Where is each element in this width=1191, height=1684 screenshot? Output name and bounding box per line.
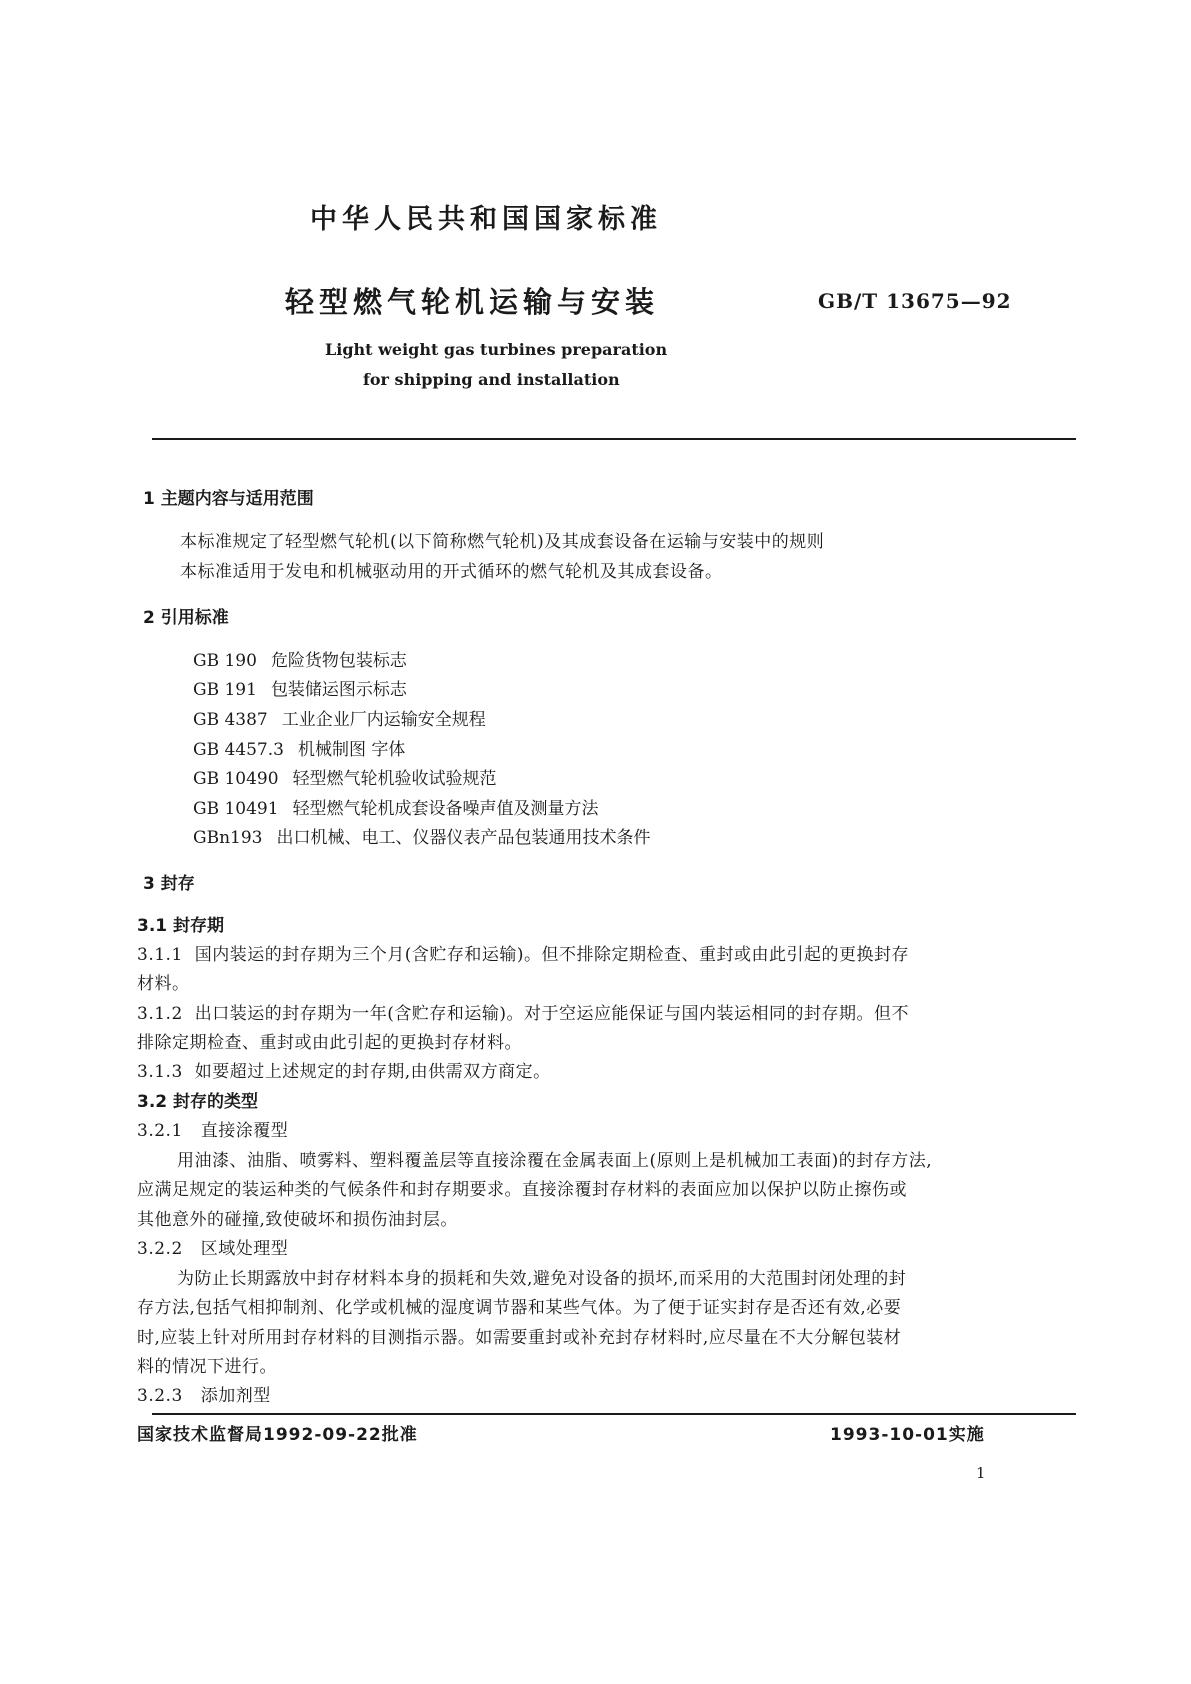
footer-rule	[152, 1413, 1076, 1415]
clause-title: 添加剂型	[200, 1386, 271, 1406]
standard-code: GB/T 13675—92	[818, 289, 1012, 313]
clause-3-1-2-line-2: 排除定期检查、重封或由此引起的更换封存材料。	[137, 1033, 522, 1053]
clause-number: 3.1.2	[137, 1004, 183, 1024]
clause-text: 国内装运的封存期为三个月(含贮存和运输)。但不排除定期检查、重封或由此引起的更换封存	[194, 945, 910, 965]
english-title-line-2: for shipping and installation	[363, 370, 620, 389]
reference-title: 机械制图 字体	[297, 740, 406, 760]
clause-title: 直接涂覆型	[200, 1121, 289, 1141]
clause-text: 如要超过上述规定的封存期,由供需双方商定。	[194, 1062, 551, 1082]
clause-3-2-1-line-3: 其他意外的碰撞,致使破坏和损伤油封层。	[137, 1210, 458, 1230]
english-title-line-1: Light weight gas turbines preparation	[325, 340, 668, 359]
reference-code: GBn193	[193, 828, 263, 848]
clause-title: 区域处理型	[200, 1239, 289, 1259]
reference-row	[193, 705, 486, 730]
section-1-paragraph-2: 本标准适用于发电和机械驱动用的开式循环的燃气轮机及其成套设备。	[180, 562, 723, 582]
effective-date: 1993-10-01实施	[830, 1425, 985, 1445]
clause-3-1-1-line-2: 材料。	[137, 974, 190, 994]
reference-title: 危险货物包装标志	[270, 651, 407, 671]
clause-3-2-2-title	[137, 1234, 288, 1259]
section-3-1-heading: 3.1 封存期	[137, 916, 225, 936]
clause-3-2-1-line-1: 用油漆、油脂、喷雾料、塑料覆盖层等直接涂覆在金属表面上(原则上是机械加工表面)的封存方法,	[177, 1151, 933, 1171]
page-number: 1	[976, 1464, 986, 1482]
clause-number: 3.2.3	[137, 1386, 183, 1406]
clause-number: 3.2.2	[137, 1239, 183, 1259]
reference-code: GB 191	[193, 680, 257, 700]
approval-date: 国家技术监督局1992-09-22批准	[137, 1425, 418, 1445]
reference-row	[193, 794, 599, 819]
clause-3-1-2-line-1	[137, 999, 909, 1024]
doc-title: 轻型燃气轮机运输与安装	[285, 285, 660, 319]
clause-3-2-2-line-3: 时,应装上针对所用封存材料的目测指示器。如需要重封或补充封存材料时,应尽量在不大分解包装材	[137, 1328, 902, 1348]
reference-row	[193, 735, 405, 760]
clause-3-1-3	[137, 1057, 551, 1082]
reference-code: GB 190	[193, 651, 257, 671]
reference-title: 包装储运图示标志	[270, 680, 407, 700]
reference-code: GB 10491	[193, 799, 279, 819]
reference-title: 工业企业厂内运输安全规程	[281, 710, 486, 730]
clause-3-2-3-title	[137, 1381, 271, 1406]
reference-code: GB 4387	[193, 710, 268, 730]
org-title: 中华人民共和国国家标准	[310, 204, 662, 235]
reference-row	[193, 823, 650, 848]
section-3-heading: 3 封存	[143, 874, 195, 894]
section-3-2-heading: 3.2 封存的类型	[137, 1092, 259, 1112]
reference-title: 轻型燃气轮机验收试验规范	[292, 769, 497, 789]
clause-number: 3.1.1	[137, 945, 183, 965]
section-1-heading: 1 主题内容与适用范围	[143, 489, 314, 509]
reference-row	[193, 764, 497, 789]
clause-3-2-2-line-1: 为防止长期露放中封存材料本身的损耗和失效,避免对设备的损坏,而采用的大范围封闭处理的封	[177, 1269, 907, 1289]
reference-code: GB 4457.3	[193, 740, 284, 760]
reference-code: GB 10490	[193, 769, 279, 789]
clause-3-2-1-line-2: 应满足规定的装运种类的气候条件和封存期要求。直接涂覆封存材料的表面应加以保护以防止擦伤或	[137, 1180, 907, 1200]
reference-row	[193, 646, 407, 671]
clause-3-1-1-line-1	[137, 940, 909, 965]
reference-title: 轻型燃气轮机成套设备噪声值及测量方法	[292, 799, 599, 819]
clause-3-2-2-line-4: 料的情况下进行。	[137, 1357, 277, 1377]
header-rule	[152, 438, 1076, 440]
section-1-paragraph-1: 本标准规定了轻型燃气轮机(以下简称燃气轮机)及其成套设备在运输与安装中的规则	[180, 532, 825, 552]
clause-3-2-1-title	[137, 1116, 288, 1141]
clause-number: 3.2.1	[137, 1121, 183, 1141]
clause-number: 3.1.3	[137, 1062, 183, 1082]
clause-text: 出口装运的封存期为一年(含贮存和运输)。对于空运应能保证与国内装运相同的封存期。但不	[194, 1004, 910, 1024]
section-2-heading: 2 引用标准	[143, 608, 229, 628]
reference-row	[193, 675, 407, 700]
clause-3-2-2-line-2: 存方法,包括气相抑制剂、化学或机械的湿度调节器和某些气体。为了便于证实封存是否还有效,必要	[137, 1298, 902, 1318]
reference-title: 出口机械、电工、仪器仪表产品包装通用技术条件	[276, 828, 651, 848]
